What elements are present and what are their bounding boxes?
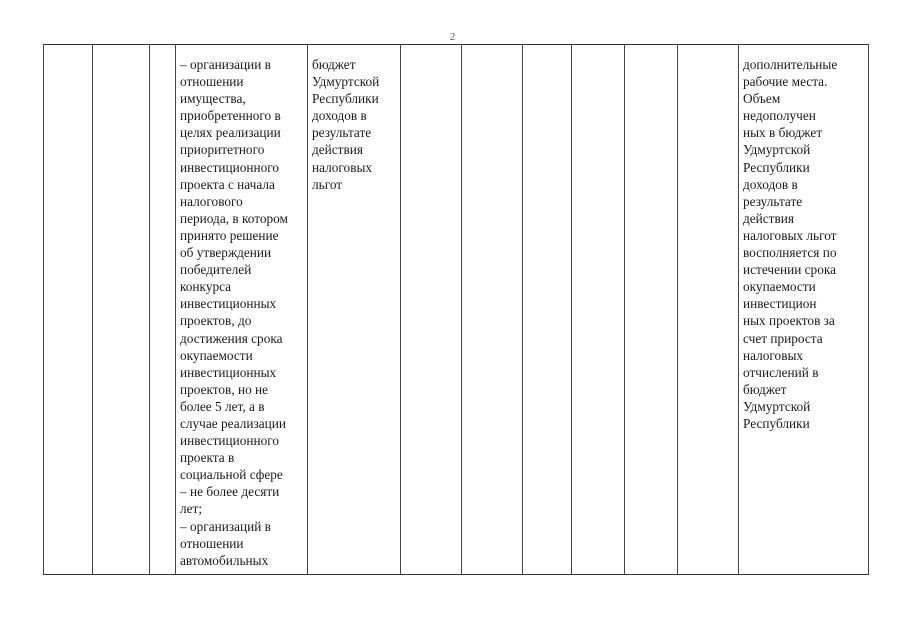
page-number: 2 [449,31,456,43]
benefits-table [43,44,869,576]
cell-beneficiaries: – организации в отношении имущества, приобретенного в целях реализации приоритетного инвестиционного проекта с начала налогового периода, в котором принято решение об утверждении победителей конкурса инвестиционных проектов, до достижения срока окупаемости инвестиционных проектов, но не более 5 лет, а в случае реализации инвестиционного проекта в социальной сфере – не более десяти лет; – организаций в отношении автомобильных [180,57,288,568]
column-border-3 [149,44,150,575]
cell-notes: дополнительные рабочие места. Объем недополучен ных в бюджет Удмуртской Республики доходов в результате действия налоговых льгот восполняется по истечении срока окупаемости инвестицион ных проектов за счет прироста налоговых отчислений в бюджет Удмуртской Республики [743,57,838,431]
column-border-12 [738,44,739,575]
column-border-4 [175,44,176,575]
column-border-10 [624,44,625,575]
column-border-11 [677,44,678,575]
column-border-7 [461,44,462,575]
cell-budget: бюджет Удмуртской Республики доходов в результате действия налоговых льгот [312,57,380,192]
column-border-1 [43,44,44,575]
column-border-9 [571,44,572,575]
table-bottom-border [43,574,869,575]
column-border-8 [522,44,523,575]
table-top-border [43,44,869,45]
column-border-2 [92,44,93,575]
column-border-13 [868,44,869,575]
